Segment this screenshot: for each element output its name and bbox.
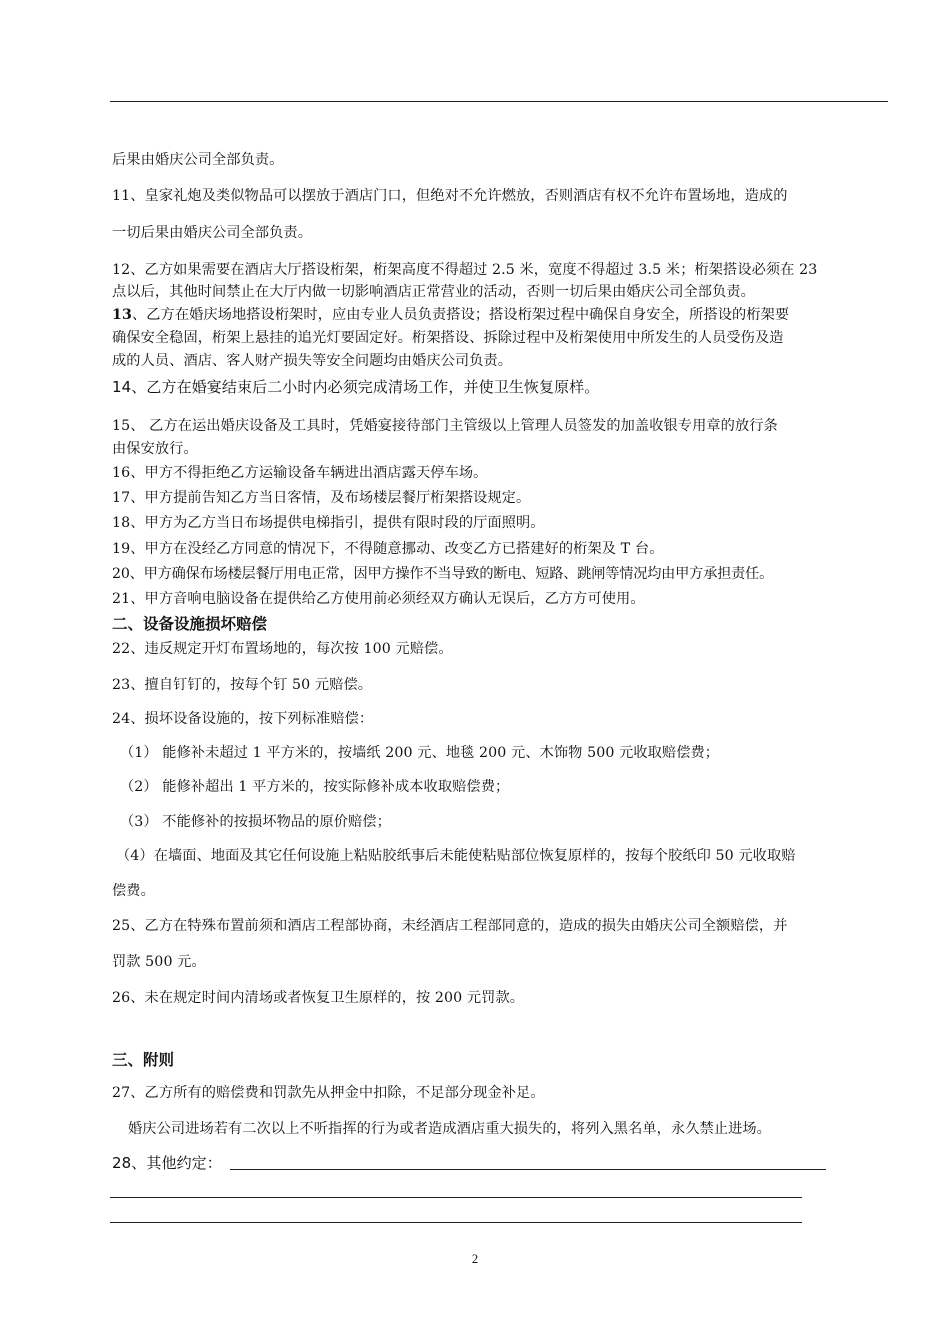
paragraph-25-line-2: 罚款 500 元。: [112, 954, 206, 970]
page-number: 2: [471, 1252, 479, 1266]
paragraph-24: 24、损坏设备设施的，按下列标准赔偿：: [112, 711, 374, 727]
paragraph-24-item-2: （2） 能修补超出 1 平方米的，按实际修补成本收取赔偿费；: [120, 779, 510, 795]
section-2-heading: 二、设备设施损坏赔偿: [112, 615, 268, 633]
paragraph-12-line-1: 12、乙方如果需要在酒店大厅搭设桁架，桁架高度不得超过 2.5 米，宽度不得超过 3.5 米；桁架搭设必须在 23: [112, 262, 818, 278]
paragraph-12-line-2: 点以后，其他时间禁止在大厅内做一切影响酒店正常营业的活动，否则一切后果由婚庆公司全部负责。: [112, 284, 755, 300]
paragraph-15-line-1: 15、 乙方在运出婚庆设备及工具时，凭婚宴接待部门主管级以上管理人员签发的加盖收银专用章的放行条: [112, 418, 778, 434]
agreement-blank-line-1[interactable]: [230, 1169, 826, 1170]
paragraph-13-text: 、乙方在婚庆场地搭设桁架时，应由专业人员负责搭设；搭设桁架过程中确保自身安全，所搭设的桁架要: [131, 307, 790, 323]
paragraph-28-label: 28、其他约定：: [112, 1154, 222, 1172]
paragraph-16: 16、甲方不得拒绝乙方运输设备车辆进出酒店露天停车场。: [112, 465, 488, 481]
paragraph-11-line-2: 一切后果由婚庆公司全部负责。: [112, 225, 313, 241]
paragraph-15-line-2: 由保安放行。: [112, 441, 198, 457]
section-3-heading: 三、附则: [112, 1051, 175, 1069]
paragraph-24-item-4-line-1: （4）在墙面、地面及其它任何设施上粘贴胶纸事后未能使粘贴部位恢复原样的，按每个胶纸印 50 元收取赔: [116, 848, 796, 864]
paragraph-24-item-4-line-2: 偿费。: [112, 883, 155, 899]
agreement-blank-line-3[interactable]: [110, 1222, 802, 1223]
paragraph-14: [112, 376, 599, 398]
paragraph-18: 18、甲方为乙方当日布场提供电梯指引，提供有限时段的厅面照明。: [112, 515, 545, 531]
paragraph-13-number: 13: [112, 307, 132, 323]
header-rule: [110, 101, 888, 102]
paragraph-17: 17、甲方提前告知乙方当日客情，及布场楼层餐厅桁架搭设规定。: [112, 490, 531, 506]
paragraph-21: 21、甲方音响电脑设备在提供给乙方使用前必须经双方确认无误后，乙方方可使用。: [112, 591, 645, 607]
paragraph-25-line-1: 25、乙方在特殊布置前须和酒店工程部协商，未经酒店工程部同意的，造成的损失由婚庆公司全额赔偿，并: [112, 918, 788, 934]
paragraph-24-item-3: （3） 不能修补的按损坏物品的原价赔偿；: [120, 814, 391, 830]
paragraph-10-continued: 后果由婚庆公司全部负责。: [112, 152, 284, 168]
paragraph-27: 27、乙方所有的赔偿费和罚款先从押金中扣除，不足部分现金补足。: [112, 1085, 545, 1101]
paragraph-22: 22、违反规定开灯布置场地的，每次按 100 元赔偿。: [112, 641, 453, 657]
paragraph-13-line-2: 确保安全稳固，桁架上悬挂的追光灯要固定好。桁架搭设、拆除过程中及桁架使用中所发生的人员受伤及造: [112, 330, 784, 346]
paragraph-11-line-1: 11、皇家礼炮及类似物品可以摆放于酒店门口，但绝对不允许燃放，否则酒店有权不允许布置场地，造成的: [112, 188, 788, 204]
paragraph-14-text: 、乙方在婚宴结束后二小时内必须完成清场工作，并使卫生恢复原样。: [131, 378, 600, 396]
paragraph-24-item-1: （1） 能修补未超过 1 平方米的，按墙纸 200 元、地毯 200 元、木饰物 500 元收取赔偿费；: [120, 745, 720, 761]
agreement-blank-line-2[interactable]: [110, 1197, 802, 1198]
paragraph-23: 23、擅自钉钉的，按每个钉 50 元赔偿。: [112, 677, 373, 693]
paragraph-19: 19、甲方在没经乙方同意的情况下，不得随意挪动、改变乙方已搭建好的桁架及 T 台。: [112, 541, 664, 557]
paragraph-27-note: 婚庆公司进场若有二次以上不听指挥的行为或者造成酒店重大损失的，将列入黑名单，永久禁止进场。: [128, 1121, 771, 1137]
paragraph-13-line-3: 成的人员、酒店、客人财产损失等安全问题均由婚庆公司负责。: [112, 353, 513, 369]
paragraph-13-line-1: [112, 304, 789, 326]
paragraph-14-number: 14: [112, 378, 132, 396]
paragraph-26: 26、未在规定时间内清场或者恢复卫生原样的，按 200 元罚款。: [112, 990, 525, 1006]
paragraph-20: 20、甲方确保布场楼层餐厅用电正常，因甲方操作不当导致的断电、短路、跳闸等情况均由甲方承担责任。: [112, 566, 774, 582]
